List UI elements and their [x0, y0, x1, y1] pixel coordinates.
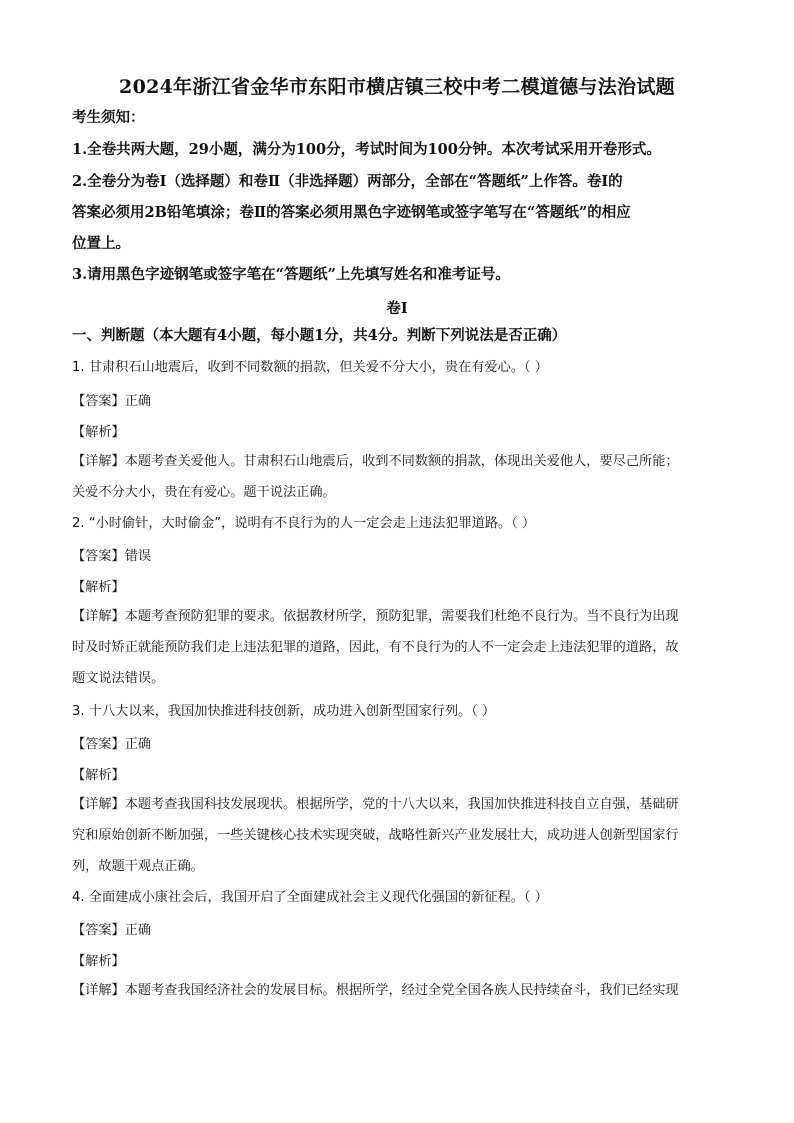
answer-value: 正确 — [124, 923, 152, 938]
answer-tag: 【答案】 — [72, 549, 125, 564]
question-2-answer — [72, 545, 722, 564]
detail-text: 本题考查关爱他人。甘肃积石山地震后，收到不同数额的捐款，体现出关爱他人，要尽己所能； — [124, 454, 679, 469]
question-2-stem: 2. “小时偷针，大时偷金”，说明有不良行为的人一定会走上违法犯罪道路。（ ） — [72, 516, 536, 531]
answer-tag: 【答案】 — [72, 394, 125, 409]
detail-tag: 【详解】 — [72, 454, 125, 469]
detail-tag: 【详解】 — [72, 983, 125, 998]
question-3-detail-line-3: 列，故题干观点正确。 — [72, 859, 204, 874]
question-3-detail-line-2: 究和原始创新不断加强，一些关键核心技术实现突破，战略性新兴产业发展壮大，成功进人创新型国家行 — [72, 828, 679, 843]
question-3-analysis-tag: 【解析】 — [72, 768, 125, 783]
question-1-analysis-tag: 【解析】 — [72, 425, 125, 440]
question-1-stem: 1. 甘肃积石山地震后，收到不同数额的捐款，但关爱不分大小，贵在有爱心。（ ） — [72, 360, 548, 375]
question-3-stem: 3. 十八大以来，我国加快推进科技创新，成功进入创新型国家行列。（ ） — [72, 704, 496, 719]
section-heading: 一、判断题（本大题有4小题，每小题1分，共4分。判断下列说法是否正确） — [72, 327, 567, 344]
notice-line-4: 位置上。 — [72, 235, 130, 252]
question-3-answer — [72, 733, 722, 752]
notice-heading: 考生须知： — [72, 109, 145, 126]
document-title: 2024年浙江省金华市东阳市横店镇三校中考二模道德与法治试题 — [119, 76, 675, 98]
detail-text: 本题考查我国科技发展现状。根据所学，党的十八大以来，我国加快推进科技自立自强，基础研 — [124, 797, 679, 812]
answer-tag: 【答案】 — [72, 737, 125, 752]
question-2-detail-line-1 — [72, 607, 722, 627]
notice-line-3: 答案必须用2B铅笔填涂；卷Ⅱ的答案必须用黑色字迹钢笔或签字笔写在“答题纸”的相应 — [72, 204, 631, 221]
question-1-detail-line-1 — [72, 452, 722, 472]
question-4-analysis-tag: 【解析】 — [72, 954, 125, 969]
question-4-detail-line-1 — [72, 981, 722, 1001]
detail-tag: 【详解】 — [72, 797, 125, 812]
question-3-detail-line-1 — [72, 795, 722, 815]
detail-tag: 【详解】 — [72, 609, 125, 624]
question-4-answer — [72, 919, 722, 938]
notice-line-1: 1.全卷共两大题，29小题，满分为100分，考试时间为100分钟。本次考试采用开卷形式。 — [72, 141, 661, 158]
question-2-detail-line-3: 题文说法错误。 — [72, 671, 165, 686]
notice-line-5: 3.请用黑色字迹钢笔或签字笔在“答题纸”上先填写姓名和准考证号。 — [72, 266, 510, 283]
answer-value: 正确 — [124, 394, 152, 409]
question-2-detail-line-2: 时及时矫正就能预防我们走上违法犯罪的道路，因此，有不良行为的人不一定会走上违法犯罪的道路，故 — [72, 640, 679, 655]
detail-text: 本题考查我国经济社会的发展目标。根据所学，经过全党全国各族人民持续奋斗，我们已经实现 — [124, 983, 679, 998]
question-1-detail-line-2: 关爱不分大小，贵在有爱心。题干说法正确。 — [72, 485, 336, 500]
answer-value: 正确 — [124, 737, 152, 752]
question-1-answer — [72, 390, 722, 409]
answer-value: 错误 — [124, 549, 152, 564]
detail-text: 本题考查预防犯罪的要求。依据教材所学，预防犯罪，需要我们杜绝不良行为。当不良行为出现 — [124, 609, 679, 624]
notice-line-2: 2.全卷分为卷Ⅰ（选择题）和卷Ⅱ（非选择题）两部分，全部在“答题纸”上作答。卷Ⅰ的 — [72, 173, 623, 190]
question-2-analysis-tag: 【解析】 — [72, 580, 125, 595]
volume-label: 卷Ⅰ — [386, 300, 408, 317]
question-4-stem: 4. 全面建成小康社会后，我国开启了全面建成社会主义现代化强国的新征程。（ ） — [72, 890, 548, 905]
answer-tag: 【答案】 — [72, 923, 125, 938]
